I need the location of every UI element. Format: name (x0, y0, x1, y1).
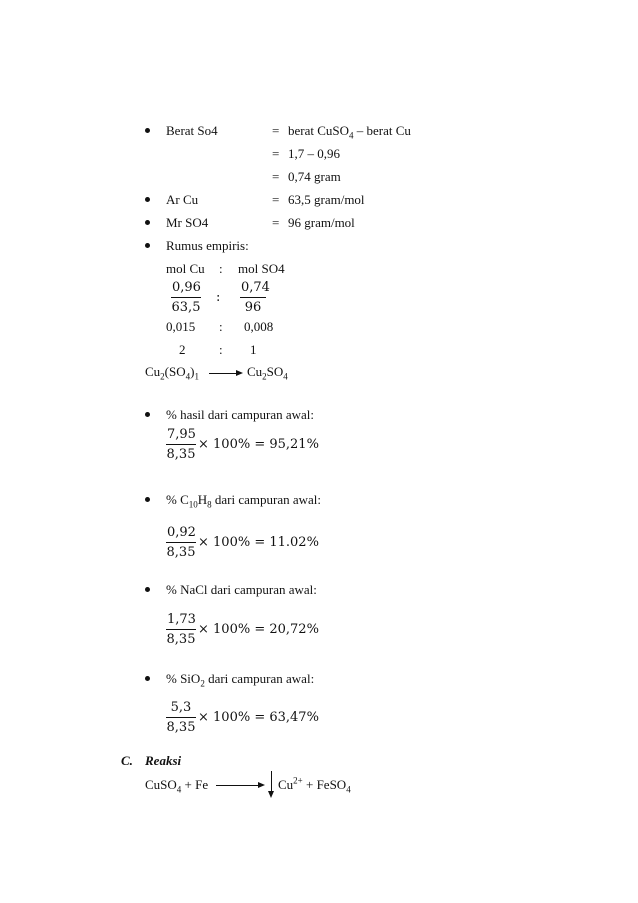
bullet-rumus-empiris (145, 243, 150, 248)
fraction-denominator: 8,35 (166, 720, 196, 735)
equals-sign: = (272, 169, 280, 184)
persen-sio2-equation: × 100% = 63,47% (198, 710, 319, 725)
fraction-nacl (166, 612, 196, 647)
fraction-numerator: 0,96 (171, 280, 201, 298)
reaction-arrow-head (236, 370, 243, 376)
bullet-ar-cu (145, 197, 150, 202)
ar-cu-value: 63,5 gram/mol (288, 192, 365, 207)
mr-so4-label: Mr SO4 (166, 215, 209, 230)
persen-c10h8-label: % $C_{10}H_8$ dari campuran awal: (166, 492, 322, 510)
reaction-arrow-line (209, 373, 238, 374)
berat-so4-subtraction: 1,7 – 0,96 (288, 146, 340, 161)
bullet-persen-sio2 (145, 676, 150, 681)
berat-so4-result: 0,74 gram (288, 169, 341, 184)
bullet-mr-so4 (145, 220, 150, 225)
equals-sign: = (272, 215, 280, 230)
reaction-arrow-line (216, 785, 260, 786)
formula-left: $Cu_2(SO_4)_1$ (145, 364, 199, 382)
bullet-persen-c10h8 (145, 497, 150, 502)
equals-sign: = (272, 123, 280, 138)
persen-hasil-equation: × 100% = 95,21% (198, 437, 319, 452)
fraction-mol-so4 (240, 280, 270, 315)
bullet-persen-hasil (145, 412, 150, 417)
persen-hasil-label: % hasil dari campuran awal: (166, 407, 314, 422)
mr-so4-value: 96 gram/mol (288, 215, 355, 230)
bullet-berat-so4 (145, 128, 150, 133)
section-heading-reaksi: Reaksi (145, 753, 182, 768)
reaction-products: $Cu^{2+}$ + FeSO$_4$ (278, 775, 351, 795)
fraction-numerator: 0,92 (166, 525, 196, 543)
ratio-so4: 1 (250, 342, 257, 357)
ratio-colon: : (219, 319, 223, 334)
persen-c10h8-equation: × 100% = 11.02% (198, 535, 319, 550)
fraction-denominator: 8,35 (166, 632, 196, 647)
ratio-colon: : (219, 342, 223, 357)
mol-so4-value: 0,008 (244, 319, 274, 334)
ratio-colon: : (219, 261, 223, 276)
persen-sio2-label: % SiO$_2$ dari campuran awal: (166, 671, 315, 689)
fraction-denominator: 96 (244, 300, 262, 315)
formula-right: $Cu_2SO_4$ (247, 364, 288, 382)
fraction-mol-cu (171, 280, 201, 315)
fraction-sio2 (166, 700, 196, 735)
mol-so4-header: mol SO4 (238, 261, 285, 276)
fraction-numerator: 7,95 (166, 427, 196, 445)
reaction-arrow-head (258, 782, 265, 788)
equals-sign: = (272, 146, 280, 161)
precipitate-arrow-line (271, 771, 272, 792)
persen-nacl-equation: × 100% = 20,72% (198, 622, 319, 637)
fraction-denominator: 8,35 (166, 447, 196, 462)
fraction-numerator: 1,73 (166, 612, 196, 630)
section-letter: C. (121, 753, 133, 768)
fraction-denominator: 8,35 (166, 545, 196, 560)
mol-cu-header: mol Cu (166, 261, 205, 276)
precipitate-arrow-head (268, 791, 274, 798)
berat-so4-expression: berat CuSO$_4$ – berat Cu (288, 123, 411, 141)
mol-cu-value: 0,015 (166, 319, 196, 334)
fraction-denominator: 63,5 (171, 300, 201, 315)
ratio-cu: 2 (179, 342, 186, 357)
fraction-numerator: 0,74 (240, 280, 266, 298)
persen-nacl-label: % NaCl dari campuran awal: (166, 582, 317, 597)
ratio-colon: : (216, 290, 221, 305)
equals-sign: = (272, 192, 280, 207)
ar-cu-label: Ar Cu (166, 192, 199, 207)
berat-so4-label: Berat So4 (166, 123, 218, 138)
fraction-numerator: 5,3 (166, 700, 196, 718)
fraction-c10h8 (166, 525, 196, 560)
fraction-hasil (166, 427, 196, 462)
reaction-reactants: CuSO$_4$ + Fe (145, 777, 209, 795)
bullet-persen-nacl (145, 587, 150, 592)
rumus-empiris-label: Rumus empiris: (166, 238, 249, 253)
